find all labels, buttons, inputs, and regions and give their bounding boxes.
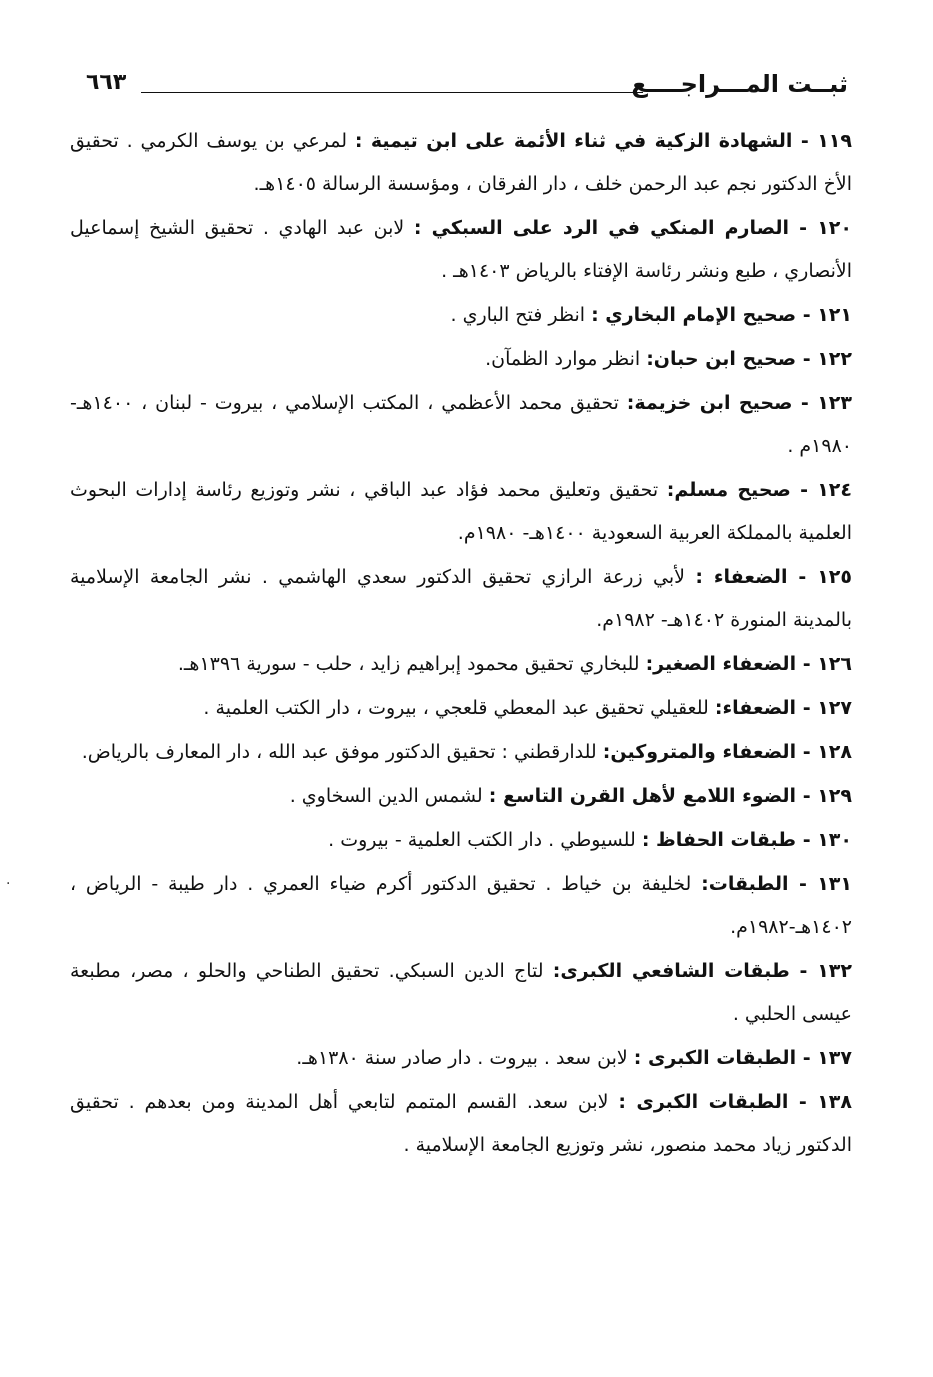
reference-entry: ١٣٨ - الطبقات الكبرى : لابن سعد. القسم المتمم لتابعي أهل المدينة ومن بعدهم . تحقيق الدكتور زياد محمد منصور، نشر وتوزيع الجامعة الإسلامية . — [70, 1091, 852, 1156]
reference-entry: ١٢٠ - الصارم المنكي في الرد على السبكي : لابن عبد الهادي . تحقيق الشيخ إسماعيل الأنصاري ، طبع ونشر رئاسة الإفتاء بالرياض ١٤٠٣هـ . — [70, 217, 852, 282]
entry-number: ١٢٨ — [817, 741, 852, 763]
entry-title: صحيح ابن خزيمة: — [626, 392, 793, 414]
header-title: ثبــت المـــراجــــع — [631, 70, 848, 98]
entry-details: انظر فتح الباري . — [450, 304, 586, 326]
entry-number: ١٣٧ — [817, 1047, 852, 1069]
entry-details: لمرعي بن يوسف الكرمي . تحقيق الأخ الدكتور نجم عبد الرحمن خلف ، دار الفرقان ، ومؤسسة الرسالة ١٤٠٥هـ. — [70, 130, 852, 195]
running-header — [86, 68, 848, 102]
entry-number: ١٢٦ — [817, 653, 852, 675]
entry-details: لأبي زرعة الرازي تحقيق الدكتور سعدي الهاشمي . نشر الجامعة الإسلامية بالمدينة المنورة ١٤٠٢هـ- ١٩٨٢م. — [70, 566, 852, 631]
entry-title: الطبقات الكبرى : — [618, 1091, 789, 1113]
entry-number: ١٢٤ — [817, 479, 852, 501]
entry-title: الطبقات الكبرى : — [633, 1047, 797, 1069]
reference-entry: ١٢٤ - صحيح مسلم: تحقيق وتعليق محمد فؤاد عبد الباقي ، نشر وتوزيع رئاسة إدارات البحوث العلمية بالمملكة العربية السعودية ١٤٠٠هـ- ١٩٨٠م. — [70, 479, 852, 544]
reference-entry: ١٣٢ - طبقات الشافعي الكبرى: لتاج الدين السبكي. تحقيق الطناحي والحلو ، مصر، مطبعة عيسى الحلبي . — [70, 960, 852, 1025]
entry-details: لابن سعد. القسم المتمم لتابعي أهل المدينة ومن بعدهم . تحقيق الدكتور زياد محمد منصور، نشر وتوزيع الجامعة الإسلامية . — [70, 1091, 852, 1156]
reference-entry: ١٣٠ - طبقات الحفاظ : للسيوطي . دار الكتب العلمية - بيروت . — [328, 829, 852, 851]
reference-entry: ١١٩ - الشهادة الزكية في ثناء الأئمة على ابن تيمية : لمرعي بن يوسف الكرمي . تحقيق الأخ الدكتور نجم عبد الرحمن خلف ، دار الفرقان ، ومؤسسة الرسالة ١٤٠٥هـ. — [70, 130, 852, 195]
reference-entry: ١٣١ - الطبقات: لخليفة بن خياط . تحقيق الدكتور أكرم ضياء العمري . دار طيبة - الرياض ، ١٤٠٢هـ-١٩٨٢م. — [70, 873, 852, 938]
entry-number: ١٢٧ — [817, 697, 852, 719]
references-list — [70, 120, 852, 1168]
reference-entry: ١٣٧ - الطبقات الكبرى : لابن سعد . بيروت . دار صادر سنة ١٣٨٠هـ. — [296, 1047, 852, 1069]
entry-number: ١٢٣ — [817, 392, 852, 414]
entry-title: الضوء اللامع لأهل القرن التاسع : — [488, 785, 797, 807]
reference-entry: ١٢٦ - الضعفاء الصغير: للبخاري تحقيق محمود إبراهيم زايد ، حلب - سورية ١٣٩٦هـ. — [177, 653, 852, 675]
entry-title: الصارم المنكي في الرد على السبكي : — [413, 217, 789, 239]
entry-details: للدارقطني : تحقيق الدكتور موفق عبد الله ، دار المعارف بالرياض. — [81, 741, 597, 763]
entry-details: لخليفة بن خياط . تحقيق الدكتور أكرم ضياء العمري . دار طيبة - الرياض ، ١٤٠٢هـ-١٩٨٢م. — [70, 873, 852, 938]
entry-number: ١٢٩ — [817, 785, 852, 807]
entry-number: ١٢١ — [817, 304, 852, 326]
reference-entry: ١٢٧ - الضعفاء: للعقيلي تحقيق عبد المعطي قلعجي ، بيروت ، دار الكتب العلمية . — [203, 697, 852, 719]
entry-title: صحيح مسلم: — [666, 479, 791, 501]
reference-entry: ١٢٨ - الضعفاء والمتروكين: للدارقطني : تحقيق الدكتور موفق عبد الله ، دار المعارف بالرياض. — [81, 741, 852, 763]
entry-title: طبقات الحفاظ : — [641, 829, 797, 851]
entry-details: لتاج الدين السبكي. تحقيق الطناحي والحلو ، مصر، مطبعة عيسى الحلبي . — [70, 960, 852, 1025]
entry-title: صحيح الإمام البخاري : — [591, 304, 797, 326]
entry-number: ١٣٢ — [817, 960, 852, 982]
entry-number: ١٣٠ — [817, 829, 852, 851]
entry-details: لشمس الدين السخاوي . — [289, 785, 483, 807]
page-number: ٦٦٣ — [86, 70, 127, 95]
reference-entry: ١٢٢ - صحيح ابن حبان: انظر موارد الظمآن. — [485, 348, 852, 370]
reference-entry: ١٢١ - صحيح الإمام البخاري : انظر فتح الباري . — [450, 304, 852, 326]
entry-title: الضعفاء الصغير: — [645, 653, 797, 675]
entry-details: انظر موارد الظمآن. — [485, 348, 641, 370]
entry-details: تحقيق محمد الأعظمي ، المكتب الإسلامي ، بيروت - لبنان ، ١٤٠٠هـ- ١٩٨٠م . — [70, 392, 852, 457]
entry-number: ١٣٨ — [817, 1091, 852, 1113]
entry-title: الضعفاء : — [695, 566, 788, 588]
entry-title: الطبقات: — [701, 873, 789, 895]
entry-title: طبقات الشافعي الكبرى: — [552, 960, 790, 982]
entry-details: للعقيلي تحقيق عبد المعطي قلعجي ، بيروت ، دار الكتب العلمية . — [203, 697, 709, 719]
reference-entry: ١٢٣ - صحيح ابن خزيمة: تحقيق محمد الأعظمي ، المكتب الإسلامي ، بيروت - لبنان ، ١٤٠٠هـ- ١٩٨٠م . — [70, 392, 852, 457]
entry-title: الضعفاء: — [714, 697, 797, 719]
entry-number: ١٢٢ — [817, 348, 852, 370]
entry-details: للبخاري تحقيق محمود إبراهيم زايد ، حلب - سورية ١٣٩٦هـ. — [177, 653, 640, 675]
entry-title: الضعفاء والمتروكين: — [602, 741, 797, 763]
entry-details: لابن عبد الهادي . تحقيق الشيخ إسماعيل الأنصاري ، طبع ونشر رئاسة الإفتاء بالرياض ١٤٠٣هـ . — [70, 217, 852, 282]
entry-details: لابن سعد . بيروت . دار صادر سنة ١٣٨٠هـ. — [296, 1047, 628, 1069]
entry-title: صحيح ابن حبان: — [646, 348, 797, 370]
entry-details: للسيوطي . دار الكتب العلمية - بيروت . — [328, 829, 636, 851]
scan-speck: · — [6, 876, 11, 892]
entry-title: الشهادة الزكية في ثناء الأئمة على ابن تيمية : — [354, 130, 793, 152]
entry-number: ١٢٥ — [817, 566, 852, 588]
entry-number: ١٣١ — [817, 873, 852, 895]
entry-details: تحقيق وتعليق محمد فؤاد عبد الباقي ، نشر وتوزيع رئاسة إدارات البحوث العلمية بالمملكة العربية السعودية ١٤٠٠هـ- ١٩٨٠م. — [70, 479, 852, 544]
entry-number: ١١٩ — [817, 130, 852, 152]
entry-number: ١٢٠ — [817, 217, 852, 239]
header-rule — [141, 92, 643, 93]
reference-entry: ١٢٥ - الضعفاء : لأبي زرعة الرازي تحقيق الدكتور سعدي الهاشمي . نشر الجامعة الإسلامية بالمدينة المنورة ١٤٠٢هـ- ١٩٨٢م. — [70, 566, 852, 631]
reference-entry: ١٢٩ - الضوء اللامع لأهل القرن التاسع : لشمس الدين السخاوي . — [289, 785, 852, 807]
